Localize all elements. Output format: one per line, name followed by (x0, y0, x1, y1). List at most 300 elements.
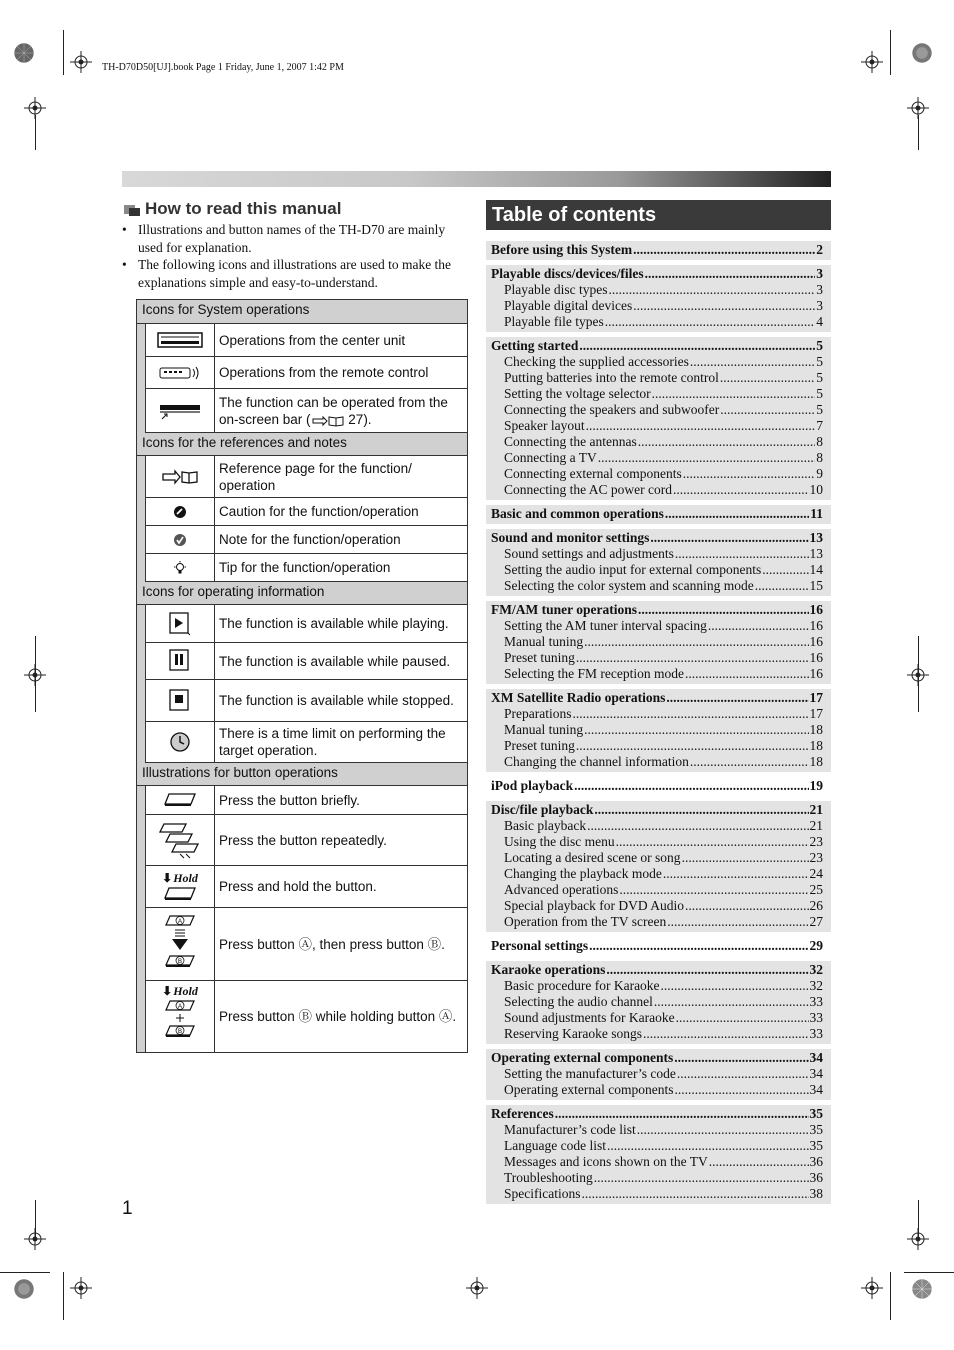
row-text: Caution for the function/operation (219, 504, 419, 519)
toc-leader-dots (762, 562, 808, 578)
toc-leader-dots (682, 850, 809, 866)
press-button-icon (146, 786, 215, 814)
crop-line (918, 1200, 919, 1240)
toc-leader-dots (654, 994, 809, 1010)
toc-entry[interactable] (491, 634, 823, 650)
toc-entry[interactable] (491, 1010, 823, 1026)
toc-entry-page: 34 (809, 1050, 823, 1065)
toc-entry[interactable] (491, 978, 823, 994)
toc-leader-dots (708, 618, 809, 634)
toc-entry[interactable] (491, 1170, 823, 1186)
toc-entry[interactable] (491, 434, 823, 450)
table-row (145, 456, 467, 498)
toc-leader-dots (587, 818, 808, 834)
row-text: The function is available while playing. (219, 616, 449, 631)
toc-entry[interactable] (491, 450, 823, 466)
toc-entry-page: 36 (809, 1170, 823, 1185)
toc-entry-label: Connecting external components (504, 466, 682, 481)
toc-entry-label: Playable disc types (504, 282, 608, 297)
toc-entry-label: Setting the voltage selector (504, 386, 651, 401)
toc-section (486, 961, 831, 1044)
toc-leader-dots (608, 282, 815, 298)
toc-entry-page: 8 (816, 434, 823, 449)
toc-leader-dots (606, 962, 808, 978)
toc-entry[interactable] (491, 386, 823, 402)
toc-entry[interactable] (491, 562, 823, 578)
table-row (145, 324, 467, 357)
toc-entry-page: 3 (816, 298, 823, 313)
toc-entry-label: Basic and common operations (491, 506, 664, 521)
toc-entry[interactable] (491, 546, 823, 562)
toc-entry[interactable] (491, 738, 823, 754)
toc-section (486, 689, 831, 772)
toc-entry-label: Playable digital devices (504, 298, 633, 313)
tip-icon (146, 554, 215, 581)
table-row (145, 357, 467, 389)
table-row (145, 643, 467, 680)
table-section-heading: Icons for System operations (137, 300, 467, 324)
toc-entry-page: 5 (816, 354, 823, 369)
onscreen-bar-icon (146, 389, 215, 432)
table-row (145, 815, 467, 866)
toc-section-entry[interactable] (491, 802, 823, 818)
toc-leader-dots (661, 978, 809, 994)
registration-target-icon (13, 1278, 45, 1310)
reference-page-icon (311, 414, 345, 426)
toc-leader-dots (683, 466, 816, 482)
toc-entry[interactable] (491, 706, 823, 722)
toc-leader-dots (690, 754, 809, 770)
row-text: Press the button briefly. (219, 792, 360, 808)
toc-section-entry[interactable] (491, 690, 823, 706)
toc-entry-label: Changing the channel information (504, 754, 689, 769)
toc-entry-page: 34 (809, 1082, 823, 1097)
toc-entry-label: Connecting a TV (504, 450, 597, 465)
toc-leader-dots (637, 1122, 809, 1138)
toc-entry-label: Operating external components (504, 1082, 674, 1097)
crop-line (904, 1272, 954, 1273)
hold-label: Hold (173, 871, 198, 885)
bullet-item: • Illustrations and button names of the TH-D70 are mainly used for explanation. (122, 221, 470, 256)
toc-entry-page: 16 (809, 650, 823, 665)
toc-leader-dots (643, 1026, 809, 1042)
toc-section-entry[interactable] (491, 338, 823, 354)
toc-entry[interactable] (491, 722, 823, 738)
toc-entry-label: Disc/file playback (491, 802, 594, 817)
toc-leader-dots (667, 914, 808, 930)
toc-entry-page: 16 (809, 634, 823, 649)
how-to-read-heading (124, 199, 341, 219)
toc-entry-page: 21 (809, 818, 823, 833)
toc-entry-page: 5 (816, 370, 823, 385)
toc-title: Table of contents (486, 200, 831, 230)
toc-leader-dots (584, 722, 808, 738)
toc-section (486, 777, 831, 796)
toc-entry[interactable] (491, 650, 823, 666)
toc-entry-label: Language code list (504, 1138, 606, 1153)
row-text: Operations from the remote control (219, 365, 429, 380)
toc-entry-page: 17 (809, 706, 823, 721)
crosshair-mark-icon (466, 1277, 488, 1299)
row-text: The function is available while paused. (219, 653, 451, 669)
toc-entry[interactable] (491, 882, 823, 898)
toc-entry-label: Connecting the antennas (504, 434, 637, 449)
crop-line (918, 115, 919, 150)
toc-entry-page: 35 (809, 1106, 823, 1121)
toc-entry-label: Connecting the speakers and subwoofer (504, 402, 720, 417)
toc-entry-page: 16 (809, 666, 823, 681)
toc-section (486, 337, 831, 500)
toc-entry-page: 13 (809, 546, 823, 561)
row-text: Press and hold the button. (219, 879, 377, 894)
toc-entry[interactable] (491, 914, 823, 930)
toc-entry-page: 5 (816, 402, 823, 417)
crosshair-mark-icon (70, 51, 92, 73)
crop-line (890, 30, 891, 75)
toc-entry[interactable] (491, 1122, 823, 1138)
hold-label: Hold (173, 984, 198, 998)
toc-section-entry[interactable] (491, 1050, 823, 1066)
toc-entry[interactable] (491, 1066, 823, 1082)
toc-entry-page: 32 (809, 978, 823, 993)
stop-icon (146, 680, 215, 721)
toc-leader-dots (674, 1050, 808, 1066)
note-icon (146, 526, 215, 553)
toc-entry-page: 2 (816, 242, 823, 257)
toc-entry[interactable] (491, 754, 823, 770)
toc-entry-page: 18 (809, 738, 823, 753)
toc-entry[interactable] (491, 866, 823, 882)
caution-icon (146, 498, 215, 525)
toc-entry[interactable] (491, 354, 823, 370)
toc-entry-page: 33 (809, 1010, 823, 1025)
toc-entry[interactable] (491, 418, 823, 434)
toc-entry[interactable] (491, 818, 823, 834)
page-number: 1 (122, 1198, 133, 1219)
toc-entry-page: 19 (809, 778, 823, 793)
toc-entry-label: Selecting the FM reception mode (504, 666, 684, 681)
toc-entry-label: Sound and monitor settings (491, 530, 650, 545)
toc-entry-page: 4 (816, 314, 823, 329)
toc-entry[interactable] (491, 1154, 823, 1170)
toc-entry-page: 8 (816, 450, 823, 465)
toc-leader-dots (555, 1106, 809, 1122)
toc-entry-page: 10 (809, 482, 823, 497)
toc-entry-page: 36 (809, 1154, 823, 1169)
toc-entry-label: Playable file types (504, 314, 604, 329)
toc-entry-label: Specifications (504, 1186, 581, 1201)
file-header-line: TH-D70D50[UJ].book Page 1 Friday, June 1, 2007 1:42 PM (102, 62, 344, 73)
table-row (145, 526, 467, 554)
toc-section-entry[interactable] (491, 938, 823, 954)
toc-entry-label: Sound settings and adjustments (504, 546, 674, 561)
toc-leader-dots (673, 482, 809, 498)
toc-leader-dots (709, 1154, 809, 1170)
crop-line (35, 1200, 36, 1240)
toc-section-entry[interactable] (491, 778, 823, 794)
row-text: There is a time limit on performing the target operation. (219, 726, 446, 758)
toc-entry-page: 3 (816, 266, 823, 281)
toc-entry[interactable] (491, 1026, 823, 1042)
toc-entry-label: Connecting the AC power cord (504, 482, 672, 497)
toc-leader-dots (638, 434, 816, 450)
toc-leader-dots (574, 778, 808, 794)
toc-leader-dots (633, 298, 815, 314)
toc-section-entry[interactable] (491, 1106, 823, 1122)
toc-entry[interactable] (491, 314, 823, 330)
toc-entry-page: 23 (809, 834, 823, 849)
toc-leader-dots (663, 866, 809, 882)
toc-section (486, 505, 831, 524)
toc-entry-label: FM/AM tuner operations (491, 602, 637, 617)
toc-section (486, 265, 831, 332)
toc-section (486, 937, 831, 956)
toc-entry-page: 32 (809, 962, 823, 977)
crop-line (63, 1272, 64, 1320)
toc-entry-label: Changing the playback mode (504, 866, 662, 881)
toc-entry-page: 27 (809, 914, 823, 929)
toc-leader-dots (576, 650, 809, 666)
toc-leader-dots (572, 706, 808, 722)
crosshair-mark-icon (70, 1277, 92, 1299)
toc-leader-dots (665, 506, 809, 522)
toc-leader-dots (720, 370, 815, 386)
toc-entry-label: Preset tuning (504, 650, 575, 665)
table-row (145, 605, 467, 643)
toc-section (486, 1105, 831, 1204)
registration-target-icon (911, 1278, 943, 1310)
row-text: Press the button repeatedly. (219, 832, 387, 848)
toc-leader-dots (633, 242, 815, 258)
toc-entry-label: Before using this System (491, 242, 633, 257)
svg-text:B: B (177, 1029, 183, 1035)
toc-entry-label: Manual tuning (504, 722, 584, 737)
table-row (145, 908, 467, 981)
toc-entry[interactable] (491, 370, 823, 386)
toc-section-entry[interactable] (491, 530, 823, 546)
table-section-heading: Illustrations for button operations (137, 763, 467, 786)
table-row (145, 722, 467, 763)
toc-leader-dots (690, 354, 815, 370)
registration-target-icon (911, 42, 945, 76)
toc-entry-page: 15 (809, 578, 823, 593)
toc-leader-dots (594, 802, 808, 818)
row-text: Tip for the function/operation (219, 560, 391, 575)
toc-entry-page: 18 (809, 754, 823, 769)
toc-entry[interactable] (491, 850, 823, 866)
crop-line (35, 115, 36, 150)
table-row (145, 866, 467, 908)
toc-entry-page: 33 (809, 1026, 823, 1041)
toc-entry-page: 18 (809, 722, 823, 737)
toc-entry-label: Selecting the color system and scanning mode (504, 578, 754, 593)
toc-entry-label: Personal settings (491, 938, 589, 953)
toc-entry-label: Setting the audio input for external components (504, 562, 762, 577)
toc-entry[interactable] (491, 666, 823, 682)
svg-text:B: B (177, 959, 183, 965)
toc-leader-dots (666, 690, 808, 706)
toc-entry-label: Reserving Karaoke songs (504, 1026, 642, 1041)
row-text (215, 389, 467, 432)
toc-entry[interactable] (491, 482, 823, 498)
toc-entry[interactable] (491, 282, 823, 298)
press-a-then-b-icon (146, 908, 215, 980)
how-to-read-bullets (122, 221, 470, 291)
toc-leader-dots (586, 418, 816, 434)
toc-entry-page: 21 (809, 802, 823, 817)
toc-leader-dots (685, 898, 809, 914)
toc-entry-label: Preparations (504, 706, 572, 721)
how-to-read-title: How to read this manual (145, 199, 342, 218)
press-hold-icon (146, 866, 215, 907)
toc-leader-dots (607, 1138, 809, 1154)
toc-entry[interactable] (491, 618, 823, 634)
toc-entry-label: Speaker layout (504, 418, 585, 433)
toc-entry-page: 3 (816, 282, 823, 297)
toc-entry-label: Operation from the TV screen (504, 914, 667, 929)
toc-entry-page: 5 (816, 386, 823, 401)
toc-leader-dots (676, 1010, 809, 1026)
toc-entry-label: Preset tuning (504, 738, 575, 753)
row-text-main: The function can be operated from the on-screen bar ( (219, 394, 448, 427)
toc-entry[interactable] (491, 1138, 823, 1154)
registration-target-icon (13, 42, 47, 76)
toc-leader-dots (619, 882, 808, 898)
toc-entry-page: 17 (809, 690, 823, 705)
crop-line (0, 1272, 50, 1273)
toc-leader-dots (616, 834, 809, 850)
toc-entry-page: 25 (809, 882, 823, 897)
svg-text:A: A (177, 1004, 183, 1010)
toc-entry-page: 5 (816, 338, 823, 353)
table-row (145, 389, 467, 433)
toc-entry[interactable] (491, 898, 823, 914)
toc-leader-dots (594, 1170, 809, 1186)
toc-entry-label: Checking the supplied accessories (504, 354, 689, 369)
row-text: Reference page for the function/ operation (219, 460, 412, 493)
toc-entry-page: 38 (809, 1186, 823, 1201)
row-text: The function is available while stopped. (219, 693, 454, 708)
table-row (145, 498, 467, 526)
toc-entry[interactable] (491, 834, 823, 850)
toc-section-entry[interactable] (491, 242, 823, 258)
toc-leader-dots (638, 602, 809, 618)
toc-entry-page: 13 (809, 530, 823, 545)
toc-entry-page: 16 (809, 618, 823, 633)
toc-section-entry[interactable] (491, 506, 823, 522)
toc-entry[interactable] (491, 1186, 823, 1202)
crosshair-mark-icon (861, 1277, 883, 1299)
svg-text:A: A (177, 919, 183, 925)
toc-entry-label: Getting started (491, 338, 579, 353)
toc-section (486, 529, 831, 596)
toc-entry-label: Setting the manufacturer’s code (504, 1066, 676, 1081)
toc-leader-dots (652, 386, 816, 402)
toc-entry-label: Troubleshooting (504, 1170, 593, 1185)
toc-entry[interactable] (491, 578, 823, 594)
toc-section-entry[interactable] (491, 962, 823, 978)
toc-leader-dots (720, 402, 815, 418)
toc-entry-label: iPod playback (491, 778, 574, 793)
crop-line (63, 30, 64, 75)
reference-page-icon (146, 456, 215, 497)
toc-entry-page: 29 (809, 938, 823, 953)
table-section-heading: Icons for the references and notes (137, 433, 467, 456)
toc-entry-page: 33 (809, 994, 823, 1009)
play-icon (146, 605, 215, 642)
toc-list (486, 241, 831, 1209)
toc-section-entry[interactable] (491, 266, 823, 282)
header-gradient-bar (122, 171, 831, 187)
toc-entry-page: 24 (809, 866, 823, 881)
table-row (145, 981, 467, 1052)
down-arrow-icon: ⬇ (162, 871, 173, 885)
toc-leader-dots (650, 530, 808, 546)
row-text: Press button Ⓑ while holding button Ⓐ. (219, 1009, 457, 1024)
toc-entry[interactable] (491, 1082, 823, 1098)
row-text: Operations from the center unit (219, 332, 406, 348)
toc-entry-label: Using the disc menu (504, 834, 615, 849)
toc-entry-page: 23 (809, 850, 823, 865)
toc-entry-page: 35 (809, 1138, 823, 1153)
table-row (145, 554, 467, 582)
toc-entry[interactable] (491, 466, 823, 482)
row-text-ref: 27). (344, 411, 372, 427)
toc-section-entry[interactable] (491, 602, 823, 618)
toc-entry[interactable] (491, 402, 823, 418)
toc-entry-page: 16 (809, 602, 823, 617)
toc-entry-label: Basic procedure for Karaoke (504, 978, 660, 993)
toc-entry-page: 9 (816, 466, 823, 481)
toc-entry-label: Selecting the audio channel (504, 994, 653, 1009)
bullet-item: • The following icons and illustrations are used to make the explanations simple and easy-to-understand. (122, 256, 470, 291)
toc-entry-page: 14 (809, 562, 823, 577)
crosshair-mark-icon (861, 51, 883, 73)
toc-entry-page: 11 (810, 506, 823, 521)
toc-leader-dots (584, 634, 808, 650)
toc-leader-dots (576, 738, 809, 754)
row-text: Note for the function/operation (219, 532, 401, 547)
toc-entry[interactable] (491, 994, 823, 1010)
toc-entry-label: Setting the AM tuner interval spacing (504, 618, 707, 633)
remote-control-icon (146, 357, 215, 388)
crop-line (918, 636, 919, 712)
row-text: Press button Ⓐ, then press button Ⓑ. (219, 936, 445, 952)
toc-leader-dots (598, 450, 816, 466)
table-row (145, 680, 467, 722)
toc-leader-dots (674, 1082, 808, 1098)
center-unit-icon (146, 324, 215, 356)
toc-entry-page: 34 (809, 1066, 823, 1081)
toc-entry-label: Sound adjustments for Karaoke (504, 1010, 675, 1025)
toc-entry-label: Manufacturer’s code list (504, 1122, 636, 1137)
toc-leader-dots (645, 266, 816, 282)
toc-section (486, 601, 831, 684)
crop-line (35, 636, 36, 712)
toc-entry[interactable] (491, 298, 823, 314)
toc-entry-label: XM Satellite Radio operations (491, 690, 666, 705)
toc-entry-label: Advanced operations (504, 882, 619, 897)
toc-section (486, 801, 831, 932)
down-arrow-icon: ⬇ (162, 984, 173, 998)
toc-leader-dots (755, 578, 809, 594)
toc-leader-dots (677, 1066, 809, 1082)
toc-entry-label: Karaoke operations (491, 962, 606, 977)
section-marker-icon (124, 203, 141, 216)
toc-entry-label: References (491, 1106, 554, 1121)
table-row (145, 786, 467, 815)
toc-entry-label: Operating external components (491, 1050, 674, 1065)
